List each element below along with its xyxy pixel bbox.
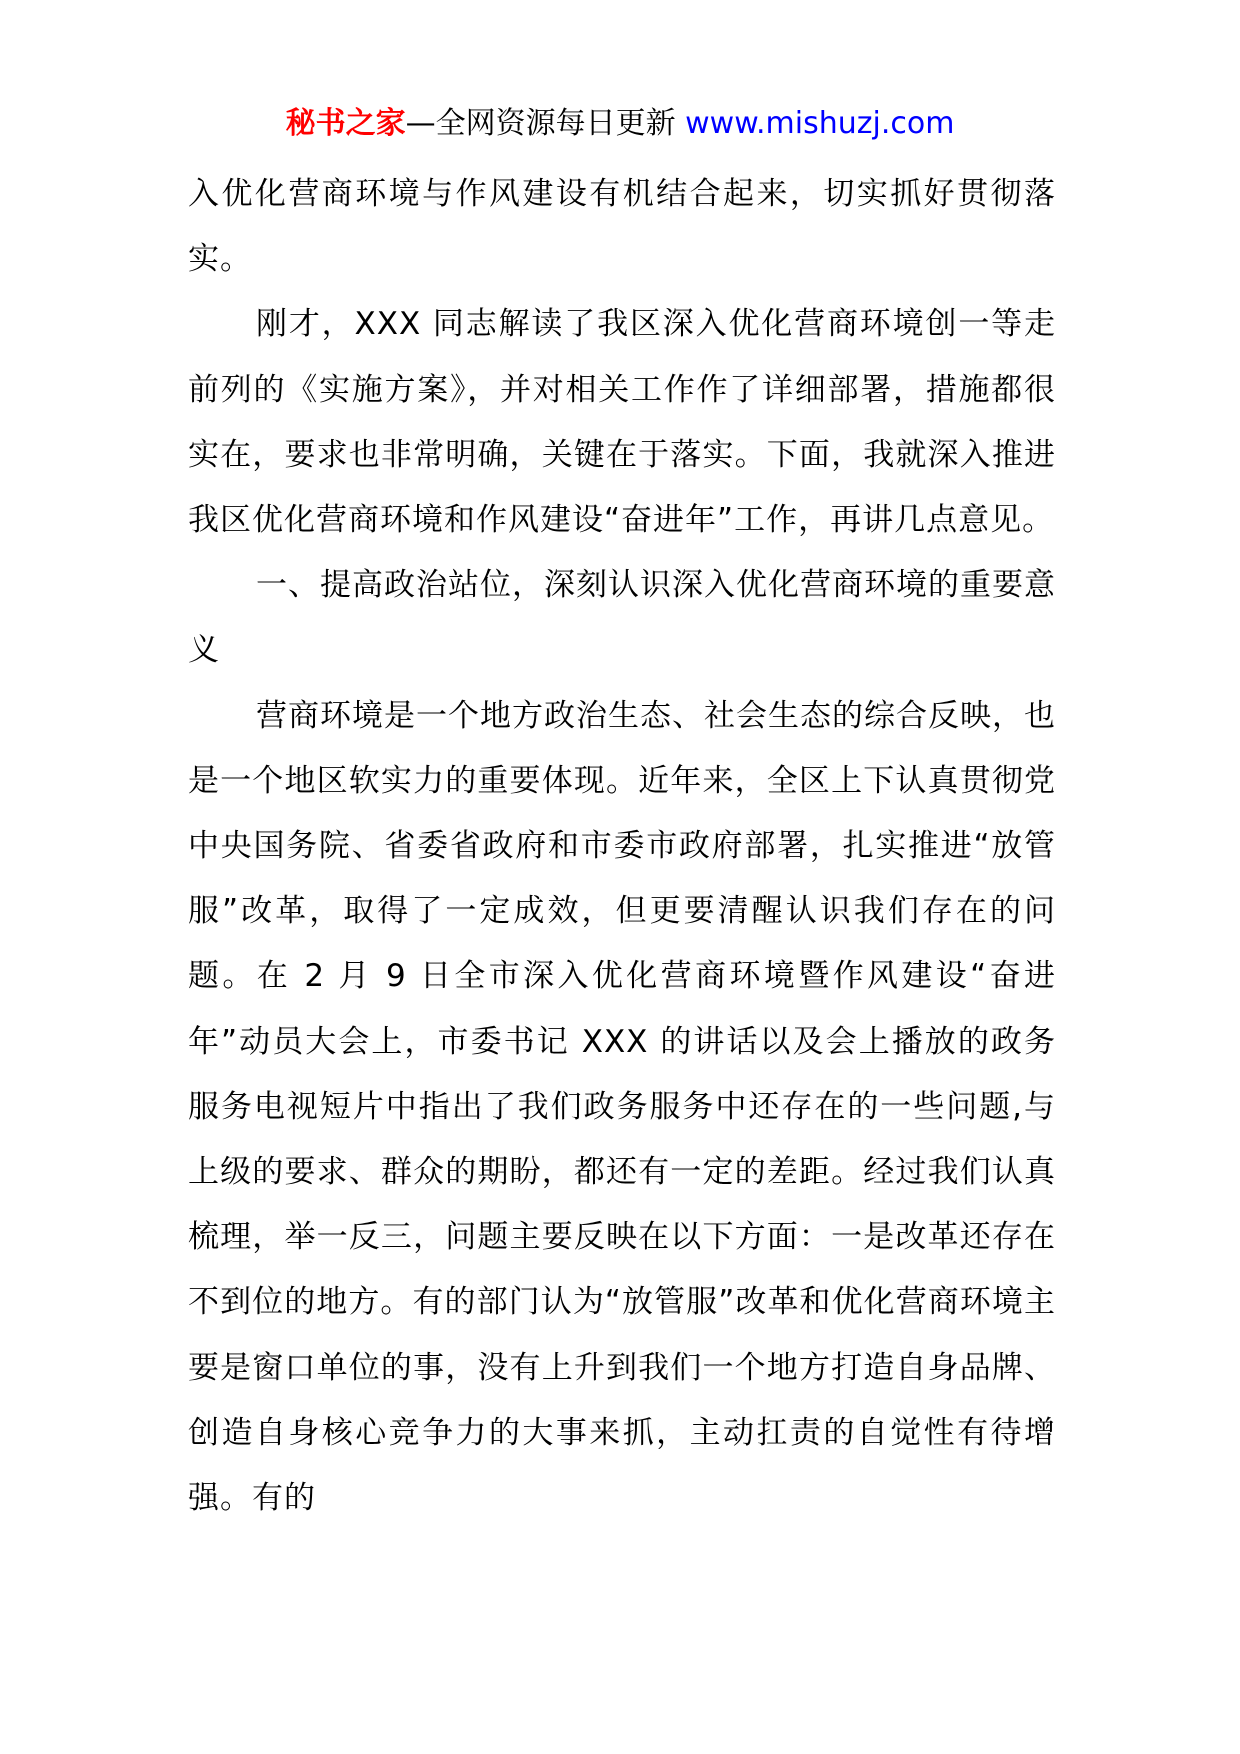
document-body (188, 162, 1056, 1531)
paragraph-body: 营商环境是一个地方政治生态、社会生态的综合反映，也是一个地区软实力的重要体现。近年来，全区上下认真贯彻党中央国务院、省委省政府和市委市政府部署，扎实推进“放管服”改革，取得了一定成效，但更要清醒认识我们存在的问题。在 2 月 9 日全市深入优化营商环境暨作风建设“奋进年”动员大会上，市委书记 XXX 的讲话以及会上播放的政务服务电视短片中指出了我们政务服务中还存在的一些问题,与上级的要求、群众的期盼，都还有一定的差距。经过我们认真梳理，举一反三，问题主要反映在以下方面：一是改革还存在不到位的地方。有的部门认为“放管服”改革和优化营商环境主要是窗口单位的事，没有上升到我们一个地方打造自身品牌、创造自身核心竞争力的大事来抓，主动扛责的自觉性有待增强。有的 (188, 697, 1056, 1517)
site-header (0, 100, 1240, 148)
section-heading: 一、提高政治站位，深刻认识深入优化营商环境的重要意义 (188, 567, 1056, 669)
header-tagline: —全网资源每日更新 (405, 106, 676, 141)
paragraph-continuation: 入优化营商环境与作风建设有机结合起来，切实抓好贯彻落实。 (188, 176, 1056, 278)
site-url-link[interactable]: www.mishuzj.com (685, 106, 955, 141)
paragraph-intro: 刚才，XXX 同志解读了我区深入优化营商环境创一等走前列的《实施方案》，并对相关工作作了详细部署，措施都很实在，要求也非常明确，关键在于落实。下面，我就深入推进我区优化营商环境和作风建设“奋进年”工作，再讲几点意见。 (188, 306, 1056, 539)
brand-name: 秘书之家 (285, 106, 406, 141)
